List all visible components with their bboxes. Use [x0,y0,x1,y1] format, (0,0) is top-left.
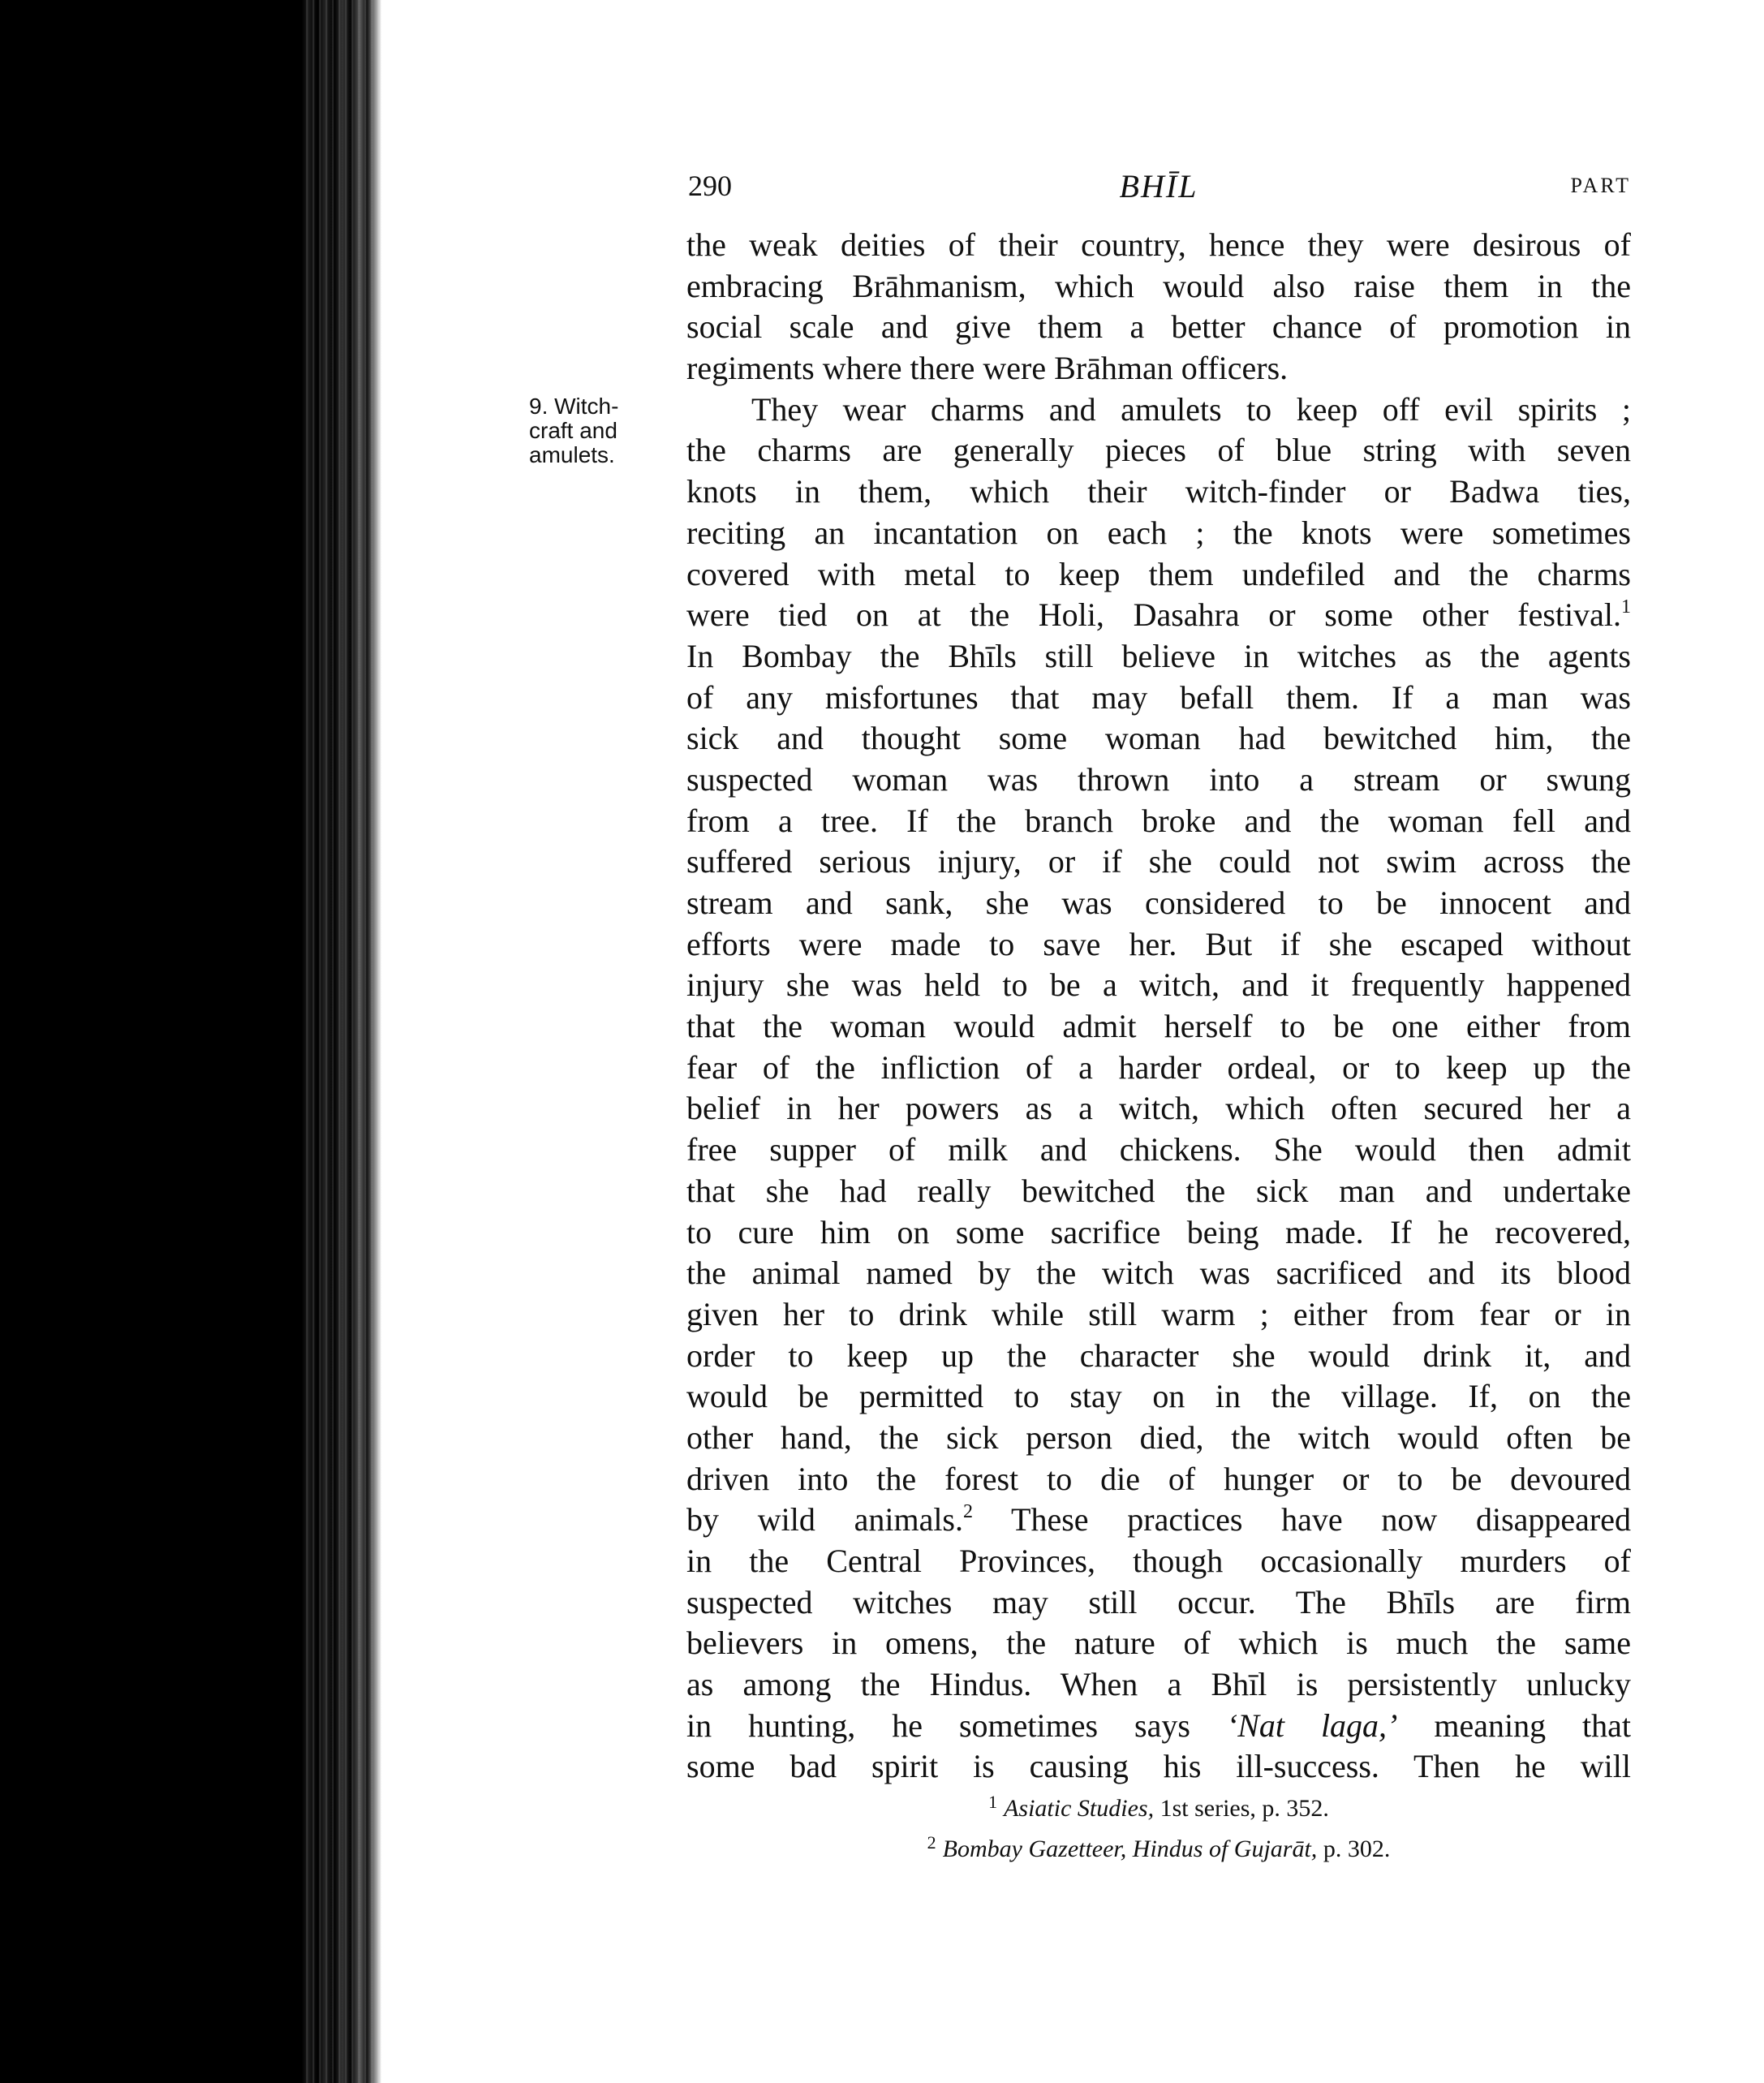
footnote-text: 1st series, p. 352. [1160,1795,1329,1822]
footnotes [686,1785,1631,1866]
margin-note-line: craft and [529,418,617,443]
text-segment: in hunting, he sometimes says [686,1706,1190,1744]
page-number: 290 [688,170,732,202]
text-line: They wear charms and amulets to keep off evil spirits ; [751,390,1631,428]
text-line: from a tree. If the branch broke and the woman fell and [686,802,1631,839]
text-segment: by wild animals. [686,1501,963,1539]
text-line: fear of the infliction of a harder ordeal, or to keep up the [686,1048,1631,1086]
text-line: that the woman would admit herself to be one either from [686,1008,1631,1045]
text-line: suspected witches may still occur. The Bhīls are firm [686,1583,1631,1620]
text-line: to cure him on some sacrifice being made. If he recovered, [686,1213,1631,1250]
text-line: reciting an incantation on each ; the knots were sometimes [686,514,1631,551]
text-line: given her to drink while still warm ; either from fear or in [686,1295,1631,1332]
text-line: covered with metal to keep them undefiled and the charms [686,555,1631,592]
text-segment: These practices have now disappeared [1011,1501,1631,1539]
page-header [686,167,1631,208]
italic-phrase: ‘Nat laga,’ [1226,1706,1398,1744]
text-line: in the Central Provinces, though occasionally murders of [686,1543,1631,1579]
text-line: regiments where there were Brāhman officers. [686,350,1289,387]
text-line: suffered serious injury, or if she could not swim across the [686,843,1631,880]
text-line: would be permitted to stay on in the village. If, on the [686,1378,1631,1415]
text-line: suspected woman was thrown into a stream or swung [686,760,1631,798]
text-line: sick and thought some woman had bewitched him, the [686,720,1631,757]
text-line: as among the Hindus. When a Bhīl is persistently unlucky [686,1666,1631,1703]
text-line: injury she was held to be a witch, and it frequently happened [686,966,1631,1004]
text-line: stream and sank, she was considered to be innocent and [686,884,1631,921]
text-line: believers in omens, the nature of which is much the same [686,1625,1631,1662]
footnote-title: Bombay Gazetteer, Hindus of Gujarāt, [942,1836,1318,1862]
text-line: some bad spirit is causing his ill-success. Then he will [686,1748,1631,1785]
text-line: driven into the forest to die of hunger or to be devoured [686,1460,1631,1497]
footnote-title: Asiatic Studies, [1004,1795,1155,1822]
text-line [686,1706,1631,1747]
text-line: the weak deities of their country, hence they were desirous of [686,226,1631,263]
text-line: social scale and give them a better chance of promotion in [686,308,1631,346]
text-segment: meaning that [1434,1706,1632,1744]
text-line: efforts were made to save her. But if she escaped without [686,925,1631,962]
text-line: the charms are generally pieces of blue string with seven [686,432,1631,469]
part-label: PART [1570,174,1631,197]
text-segment: were tied on at the Holi, Dasahra or some other festival. [686,596,1621,634]
text-line: knots in them, which their witch-finder or Badwa ties, [686,473,1631,510]
footnote [686,1826,1631,1866]
footnote-text: p. 302. [1323,1836,1391,1862]
footnote-number: 1 [988,1792,998,1812]
margin-note-line: amulets. [529,442,615,467]
footnote-number: 2 [927,1832,936,1853]
text-line: In Bombay the Bhīls still believe in witches as the agents [686,637,1631,674]
footnote-ref: 1 [1621,596,1631,618]
book-gutter-texture [302,0,381,2083]
text-line: embracing Brāhmanism, which would also raise them in the [686,267,1631,304]
margin-note-line: 9. Witch- [529,394,619,419]
body-text [686,225,1631,1788]
text-line [686,595,1631,636]
footnote-ref: 2 [963,1501,973,1523]
footnote [686,1785,1631,1826]
text-line: the animal named by the witch was sacrificed and its blood [686,1255,1631,1292]
text-line: belief in her powers as a witch, which often secured her a [686,1090,1631,1127]
text-line: other hand, the sick person died, the witch would often be [686,1418,1631,1456]
text-line: that she had really bewitched the sick man and undertake [686,1172,1631,1209]
text-line: of any misfortunes that may befall them. If a man was [686,678,1631,716]
text-line: order to keep up the character she would drink it, and [686,1336,1631,1374]
text-line: free supper of milk and chickens. She would then admit [686,1131,1631,1168]
running-title: BHĪL [1119,168,1198,204]
margin-note [529,394,659,467]
text-line [686,1500,1631,1541]
